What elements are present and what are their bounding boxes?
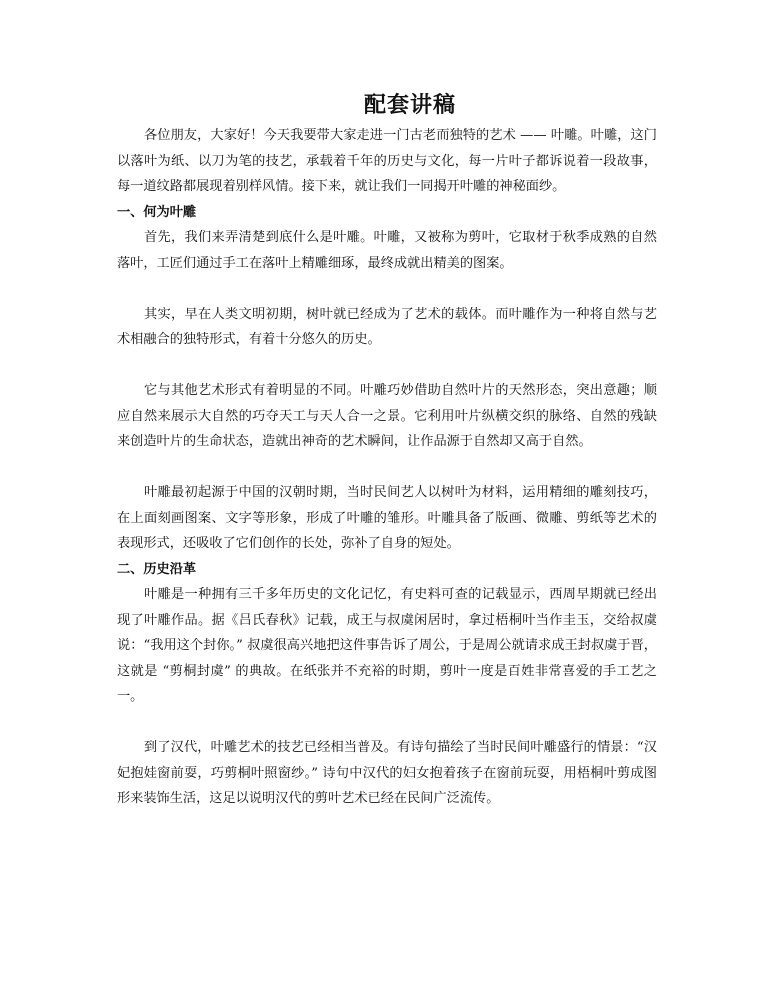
paragraph: 首先，我们来弄清楚到底什么是叶雕。叶雕，又被称为剪叶，它取材于秋季成熟的自然落叶，工匠们通过手工在落叶上精雕细琢，最终成就出精美的图案。 bbox=[117, 230, 657, 271]
blank-line bbox=[117, 455, 657, 481]
blank-line bbox=[117, 710, 657, 736]
blank-line bbox=[117, 276, 657, 302]
blank-line bbox=[117, 353, 657, 379]
document-title: 配套讲稿 bbox=[363, 92, 456, 118]
section-heading-what-is-leaf-carving: 一、何为叶雕 bbox=[117, 204, 197, 220]
intro-paragraph: 各位朋友，大家好！今天我要带大家走进一门古老而独特的艺术 —— 叶雕。叶雕，这门以落叶为纸、以刀为笔的技艺，承载着千年的历史与文化，每一片叶子都诉说着一段故事，每一道纹路都展现着别样风情。接下来，就让我们一同揭开叶雕的神秘面纱。 bbox=[117, 128, 657, 194]
document-body bbox=[117, 123, 657, 812]
section-heading-history: 二、历史沿革 bbox=[117, 561, 197, 577]
paragraph: 其实，早在人类文明初期，树叶就已经成为了艺术的载体。而叶雕作为一种将自然与艺术相融合的独特形式，有着十分悠久的历史。 bbox=[117, 306, 657, 347]
paragraph: 叶雕是一种拥有三千多年历史的文化记忆，有史料可查的记载显示，西周早期就已经出现了叶雕作品。据《吕氏春秋》记载，成王与叔虞闲居时，拿过梧桐叶当作圭玉，交给叔虞说：“我用这个封你。” 叔虞很高兴地把这件事告诉了周公，于是周公就请求成王封叔虞于晋，这就是 “剪桐封虞” 的典故。在纸张并不充裕的时期，剪叶一度是百姓非常喜爱的手工艺之一。 bbox=[117, 587, 657, 704]
paragraph: 到了汉代，叶雕艺术的技艺已经相当普及。有诗句描绘了当时民间叶雕盛行的情景：“汉妃抱娃窗前耍，巧剪桐叶照窗纱。” 诗句中汉代的妇女抱着孩子在窗前玩耍，用梧桐叶剪成图形来装饰生活，这足以说明汉代的剪叶艺术已经在民间广泛流传。 bbox=[117, 740, 657, 806]
paragraph: 它与其他艺术形式有着明显的不同。叶雕巧妙借助自然叶片的天然形态，突出意趣；顺应自然来展示大自然的巧夺天工与天人合一之景。它利用叶片纵横交织的脉络、自然的残缺来创造叶片的生命状态，造就出神奇的艺术瞬间，让作品源于自然却又高于自然。 bbox=[117, 383, 657, 449]
paragraph: 叶雕最初起源于中国的汉朝时期，当时民间艺人以树叶为材料，运用精细的雕刻技巧，在上面刻画图案、文字等形象，形成了叶雕的雏形。叶雕具备了版画、微雕、剪纸等艺术的表现形式，还吸收了它们创作的长处，弥补了自身的短处。 bbox=[117, 485, 657, 551]
